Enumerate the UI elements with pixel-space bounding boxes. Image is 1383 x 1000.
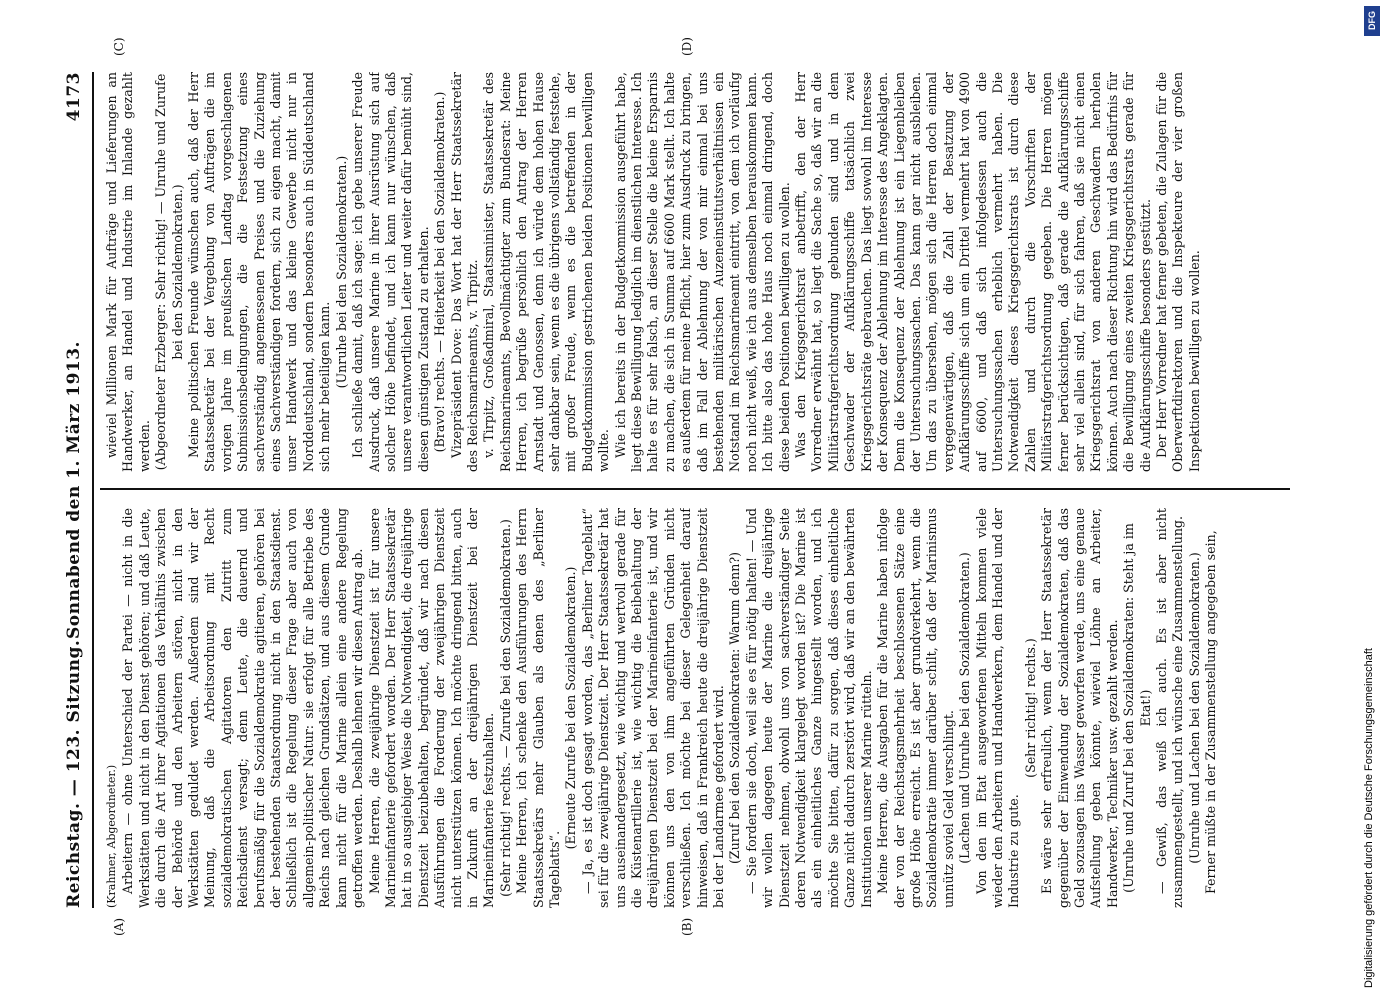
interjection: (Unruhe und Zuruf bei den Sozialdemokraten: Steht ja im Etat!) (1121, 523, 1153, 893)
dfg-logo-icon: DFG (1364, 6, 1380, 36)
left-column (104, 508, 1284, 908)
credit-text: Digitalisierung gefördert durch die Deutsche Forschungsgemeinschaft (1363, 648, 1375, 988)
paragraph: — Ja, es ist doch gesagt worden, das „Berliner Tageblatt“ sei für die zweijährige Dienstzeit. Der Herr Staatssekretär hat uns auseinandergesetzt, wie wichtig und wertvoll gerade für die Küstenartillerie ist, wie wichtig die Beibehaltung der dreijährigen Dienstzeit bei der Marineinfanterie ist, und wir können uns den von ihm angeführten Gründen nicht verschließen. Ich möchte bei dieser Gelegenheit darauf hinweisen, daß in Frankreich heute die dreijährige Dienstzeit bei der Landarmee gefordert wird. (579, 508, 727, 908)
paragraph: Von den im Etat ausgeworfenen Mitteln kommen viele wieder den Arbeitern und Handwerkern, dem Handel und der Industrie zu gute. (973, 508, 1022, 908)
interjection: (Unruhe und Lachen bei den Sozialdemokraten.) (1186, 552, 1202, 864)
interjection: (Unruhe bei den Sozialdemokraten.) (333, 155, 349, 389)
paragraph: Ferner müßte in der Zusammenstellung angegeben sein, (1203, 530, 1219, 894)
header-date: Sonnabend den 1. März 1913. (64, 341, 84, 639)
paragraph: Meine Herren, die Ausgaben für die Marine haben infolge der von der Reichstagsmehrheit beschlossenen Sätze eine große Höhe erreicht. Es ist aber grundverkehrt, wenn die Sozialdemokratie immer darüber schilt, daß der Marinismus unnütz soviel Geld verschlingt. (875, 508, 956, 908)
margin-tag-d: (D) (680, 37, 694, 56)
page-header (64, 72, 90, 908)
digitization-credit (1355, 0, 1383, 1000)
paragraph: Ich schließe damit, daß ich sage: ich gebe unserer Freude Ausdruck, daß unsere Marine in ihrer Ausrüstung sich auf solcher Höhe befindet, und ich kann nur wünschen, daß unsere verantwortlichen Leiter und weiter dafür bemüht sind, diesen günstigen Zustand zu erhalten. (350, 72, 431, 472)
interjection: (Abgeordneter Erzberger: Sehr richtig! — Unruhe und Zurufe bei den Sozialdemokraten.) (153, 73, 185, 471)
speaker-note: (Krahmer, Abgeordneter.) (105, 764, 118, 908)
margin-tag-c: (C) (112, 37, 126, 56)
paragraph: v. Tirpitz, Großadmiral, Staatsminister, Staatssekretär des Reichsmarineamts, Bevollmächtigter zum Bundesrat: Meine Herren, ich begrüße persönlich den Antrag der Herren Arnstadt und Genossen, denn ich würde dem hohen Hause sehr dankbar sein, wenn es die übrigens vollständig feststehe, mit großer Freude, wenn es die betreffenden in der Budgetkommission gestrichenen beiden Positionen bewilligen wollte. (481, 72, 612, 472)
paragraph: — Gewiß, das weiß ich auch. Es ist aber nicht zusammengestellt, und ich wünsche eine Zusammenstellung. (1154, 508, 1186, 908)
paragraph: Meine Herren, ich schenke den Ausführungen des Herrn Staatssekretärs mehr Glauben als denen des „Berliner Tageblatts“. (514, 508, 562, 908)
paragraph: — Sie fordern sie doch, weil sie es für nötig halten! — Und wir wollen dagegen heute der Marine die dreijährige Dienstzeit nehmen, obwohl uns von sachverständiger Seite deren Notwendigkeit klargelegt worden ist? Die Marine ist als ein einheitliches Ganze hingestellt worden, und ich möchte Sie bitten, dafür zu sorgen, daß dieses einheitliche Ganze nicht dadurch zerstört wird, daß wir an den bewährten Institutionen unserer Marine rütteln. (743, 508, 874, 908)
interjection: (Bravo! rechts. — Heiterkeit bei den Sozialdemokraten.) (432, 91, 448, 453)
interjection: (Lachen und Unruhe bei den Sozialdemokraten.) (957, 552, 973, 864)
paragraph: Meine Herren, die zweijährige Dienstzeit ist für unsere Marineinfanterie gefordert worden. Der Herr Staatssekretär hat in so ausgiebiger Weise die Notwendigkeit, die dreijährige Dienstzeit beizubehalten, begründet, daß wir nach diesen Ausführungen die Forderung der zweijährigen Dienstzeit nicht unterstützen können. Ich möchte dringend bitten, auch in Zukunft an der dreijährigen Dienstzeit bei der Marineinfanterie festzuhalten. (366, 508, 497, 908)
page-number: 4173 (64, 72, 84, 122)
right-column (104, 72, 1284, 472)
interjection: (Sehr richtig! rechts. — Zurufe bei den Sozialdemokraten.) (497, 519, 513, 897)
paragraph: wieviel Millionen Mark für Aufträge und Lieferungen an Handwerker, an Handel und Industrie im Inlande gezahlt werden. (104, 72, 152, 472)
header-rule (92, 72, 94, 908)
interjection: (Sehr richtig! rechts.) (1022, 638, 1038, 778)
paragraph: Wie ich bereits in der Budgetkommission ausgeführt habe, liegt diese Bewilligung lediglich im dienstlichen Interesse. Ich halte es für sehr falsch, an dieser Stelle die kleine Ersparnis zu machen, die sich in Summa auf 6600 Mark stellt. Ich halte es außerdem für meine Pflicht, hier zum Ausdruck zu bringen, daß im Fall der Ablehnung der von mir einmal bei uns bestehenden militärischen Auzeneinstitutsverhältnissen ein Notstand im Reichsmarineamt eintritt, von dem ich vorläufig noch nicht weiß, wie ich aus demselben herauskommen kann. Ich bitte also das hohe Haus noch einmal dringend, doch diese beiden Positionen bewilligen zu wollen. (612, 72, 792, 472)
paragraph: Vizepräsident Dove: Das Wort hat der Herr Staatssekretär des Reichsmarineamts, v. Tirpitz. (448, 72, 480, 472)
interjection: (Zuruf bei den Sozialdemokraten: Warum denn?) (727, 551, 743, 865)
paragraph: Es wäre sehr erfreulich, wenn der Herr Staatssekretär gegenüber der Einwendung der Sozialdemokraten, daß das Geld sozusagen ins Wasser geworfen werde, uns eine genaue Aufstellung geben könnte, wieviel Löhne an Arbeiter, Handwerker, Techniker usw. gezahlt werden. (1039, 508, 1120, 908)
paragraph: Arbeitern — ohne Unterschied der Partei — nicht in die Werkstätten und nicht in den Dienst gehören; und daß Leute, die durch die Art ihrer Agitationen das Verhältnis zwischen der Behörde und den Arbeitern stören, nicht in den Werkstätten geduldet werden. Außerdem sind wir der Meinung, daß die Arbeitsordnung mit Recht sozialdemokratischen Agitatoren den Zutritt zum Reichsdienst versagt; denn Leute, die dauernd und berufsmäßig für die Sozialdemokratie agitieren, gehören bei der bestehenden Staatsordnung nicht in den Staatsdienst. Schließlich ist die Regelung dieser Frage aber auch von allgemein-politischer Natur: sie erfolgt für alle Betriebe des Reichs nach gleichen Grundsätzen, und aus diesem Grunde kann nicht für die Marine allein eine andere Regelung getroffen werden. Deshalb lehnen wir diesen Antrag ab. (120, 508, 366, 908)
margin-tag-a: (A) (112, 917, 126, 936)
paragraph: Was den Kriegsgerichtsrat anbetrifft, den der Herr Vorredner erwähnt hat, so liegt die Sache so, daß wir an die Militärstrafgerichtsordnung gebunden sind und in dem Geschwader der Aufklärungsschiffe tatsächlich zwei Kriegsgerichtsräte gebrauchen. Das liegt sowohl im Interesse der Konsequenz der Ablehnung im Interesse des Angeklagten. Denn die Konsequenz der Ablehnung ist ein Liegenbleiben der Untersuchungssachen. Das kann gar nicht ausbleiben. Um das zu übersehen, mögen sich die Herren doch einmal vergegenwärtigen, daß die Zahl der Besatzung der Aufklärungsschiffe sich um ein Drittel vermehrt hat von 4900 auf 6600, und daß sich infolgedessen auch die Untersuchungssachen erheblich vermehrt haben. Die Notwendigkeit dieses Kriegsgerichtsrats ist durch diese Zahlen und durch die Vorschriften der Militärstrafgerichtsordnung gegeben. Die Herren mögen ferner berücksichtigen, daß gerade die Aufklärungsschiffe sehr viel allein sind, für sich fahren, daß sie nicht einen Kriegsgerichtsrat von anderen Geschwadern herholen können. Auch nach dieser Richtung hin wird das Bedürfnis für die Bewilligung eines zweiten Kriegsgerichtsrats gerade für die Aufklärungsschiffe besonders gestützt. (793, 72, 1153, 472)
interjection: (Erneute Zurufe bei den Sozialdemokraten.) (563, 566, 579, 850)
margin-tag-b: (B) (680, 917, 694, 936)
paragraph: Meine politischen Freunde wünschen auch, daß der Herr Staatssekretär bei der Vergebung von Aufträgen die im vorigen Jahre im preußischen Landtag vorgeschlagenen Submissionsbedingungen, die die Festsetzung eines sachverständig angemessenen Preises und die Zuziehung eines Sachverständigen fordern, sich zu eigen macht, damit unser Handwerk und das kleine Gewerbe nicht nur in Norddeutschland, sondern besonders auch in Süddeutschland sich mehr beteiligen kann. (186, 72, 333, 472)
header-session: Reichstag. — 123. Sitzung. (64, 639, 84, 908)
paragraph: Der Herr Vorredner hat ferner gebeten, die Zulagen für die Oberwerftdirektoren und die Inspekteure der vier großen Inspektionen bewilligen zu wollen. (1154, 72, 1202, 472)
column-divider (100, 488, 1290, 490)
